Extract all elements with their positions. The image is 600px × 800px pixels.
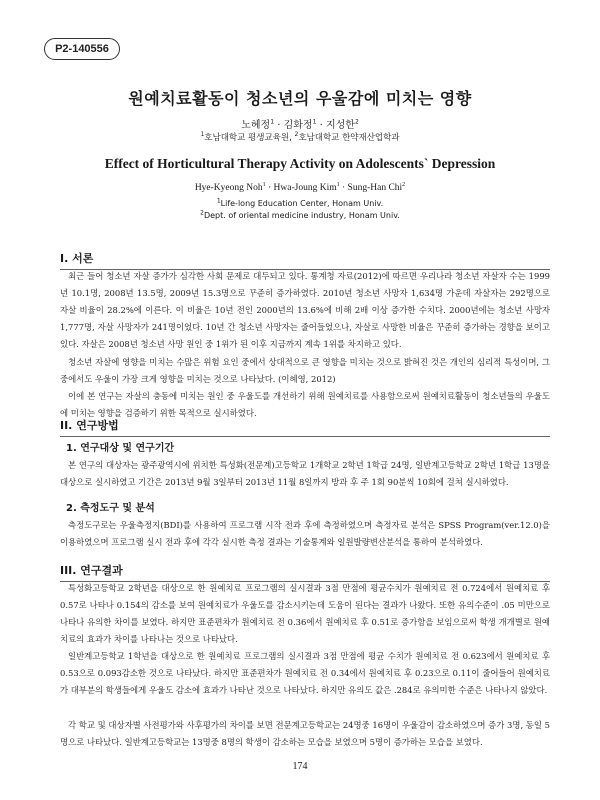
results-paragraph-3: 각 학교 및 대상자별 사전평가와 사후평가의 차이를 보면 전문계고등학교는 24명중 16명이 우울감이 감소하였으며 증가 3명, 동일 5명으로 나타났다. 일반계고등학교는 13명중 8명의 학생이 감소하는 모습을 보였으며 5명이 증가하는 모습을 보였다.: [60, 720, 550, 747]
english-title: Effect of Horticultural Therapy Activity on Adolescents` Depression: [104, 156, 496, 171]
methods-paragraph-1: 본 연구의 대상자는 광주광역시에 위치한 특성화(전문계)고등학교 1개학교 2학년 1학급 24명, 일반계고등학교 2학년 1학급 13명을 대상으로 실시하였고 기간은 2013년 9월 3일부터 2013년 11월 8일까지 방과 후 주 1회 90분씩 10회에 걸쳐 실시하였다.: [60, 460, 550, 487]
korean-affiliations: [0, 131, 600, 143]
author-sep: ·: [316, 120, 326, 131]
author-2-ko-sup: 1: [312, 118, 317, 126]
english-authors: [0, 183, 600, 193]
author-sep: ·: [339, 183, 348, 193]
author-1-en: Hye-Kyeong Noh: [194, 183, 263, 193]
author-3-en-sup: 2: [402, 181, 406, 188]
section-heading-results: III. 연구결과: [60, 562, 550, 582]
aff-en-1-sup: 1: [216, 197, 221, 205]
english-affiliation-2: [0, 211, 600, 220]
methods-paragraph-2: 측정도구로는 우울측정지(BDI)를 사용하여 프로그램 시작 전과 후에 측정하였으며 측정자료 분석은 SPSS Program(ver.12.0)을 이용하였으며 프로그램 실시 전과 후에 각각 실시한 측정 결과는 기술통계와 일원발량변산분석을 통하여 분석하였다.: [60, 520, 550, 547]
aff-ko-2-sup: 2: [294, 131, 299, 139]
aff-en-1: Life-long Education Center, Honam Univ.: [220, 199, 384, 208]
korean-authors: [0, 116, 600, 131]
intro-paragraph-2: 청소년 자살에 영향을 미치는 수많은 위험 요인 중에서 상대적으로 큰 영향을 미치는 것으로 밝혀진 것은 개인의 심리적 특성이며, 그 중에서도 우울이 가장 크게 영향을 미치는 것으로 나타났다. (이혜영, 2012): [60, 357, 550, 384]
author-sep: ·: [265, 183, 274, 193]
section-heading-methods: II. 연구방법: [60, 417, 550, 437]
intro-paragraph-3: 이에 본 연구는 자살의 충동에 미치는 원인 중 우울도를 개선하기 위해 원예치료를 사용함으로써 원예치료활동이 청소년들의 우울도에 미치는 영향을 검증하기 위한 목적으로 실시하였다.: [60, 391, 550, 418]
aff-en-2-sup: 2: [200, 209, 204, 217]
aff-ko-2: 호남대학교 한약재산업학과: [298, 133, 400, 143]
aff-ko-1: 호남대학교 평생교육원,: [204, 133, 295, 143]
author-1-ko: 노혜정: [241, 120, 271, 131]
author-sep: ·: [274, 120, 284, 131]
results-paragraph-1: 특성화고등학교 2학년을 대상으로 한 원예치료 프로그램의 실시결과 3점 만점에 평균수치가 원예치료 전 0.724에서 원예치료 후 0.57로 나타나 0.154의 감소를 보여 원예치료가 우울도를 감소시키는데 도움이 된다는 결과가 나왔다. 또한 유의수준이 .05 미만으로 나타나 유의한 차이를 보였다. 하지만 표준편차가 원예치료 전 0.36에서 원예치료 후 0.51로 증가함을 보임으로써 학생 개개별로 원예치료의 효과가 차이를 나타나는 것으로 나타났다.: [60, 583, 550, 644]
author-3-ko: 지성한: [325, 120, 355, 131]
intro-paragraph-1: 최근 들어 청소년 자살 증가가 심각한 사회 문제로 대두되고 있다. 통계청 자료(2012)에 따르면 우리나라 청소년 자살자 수는 1999년 10.1명, 2008년 13.5명, 2009년 15.3명으로 꾸준히 증가하였다. 2010년 청소년 사망자 1,634명 가운데 자살자는 292명으로 자살 비율이 28.2%에 이른다. 이 비율은 10년 전인 2000년의 13.6%에 비해 2배 이상 증가한 수치다. 2000년에는 청소년 사망자 1,777명, 자살 사망자가 241명이었다. 10년 간 청소년 사망자는 줄어들었으나, 자살로 사망한 비율은 꾸준히 증가하는 경향을 보이고 있다. 자살은 2008년 청소년 사망 원인 중 1위가 된 이후 지금까지 계속 1위를 차지하고 있다.: [60, 271, 550, 349]
subsection-heading-subjects: 1. 연구대상 및 연구기간: [66, 443, 175, 454]
paper-code-tag: P2-140556: [44, 38, 120, 60]
page-number: 174: [292, 761, 308, 772]
author-3-en: Sung-Han Chi: [347, 183, 403, 193]
author-1-ko-sup: 1: [270, 118, 275, 126]
results-paragraph-2: 일반계고등학교 1학년을 대상으로 한 원예치료 프로그램의 실시결과 3점 만점에 평균 수치가 원예치료 전 0.623에서 원예치료 후 0.53으로 0.093감소한 것으로 나타났다. 하지만 표준편차가 원예치료 전 0.34에서 원예치료 후 0.23으로 0.11이 줄어들어 원예치료가 대부분의 학생들에게 우울도 감소에 효과가 나타난 것으로 나타났다. 하지만 유의도 값은 .284로 유의미한 수준은 나타나지 않았다.: [60, 651, 550, 695]
english-affiliation-1: [0, 199, 600, 208]
author-3-ko-sup: 2: [354, 118, 359, 126]
aff-ko-1-sup: 1: [200, 131, 205, 139]
author-2-en: Hwa-Joung Kim: [273, 183, 337, 193]
subsection-heading-measures: 2. 측정도구 및 분석: [66, 503, 155, 514]
section-heading-intro: I. 서론: [60, 250, 550, 270]
author-1-en-sup: 1: [262, 181, 266, 188]
aff-en-2: Dept. of oriental medicine industry, Honam Univ.: [203, 211, 400, 220]
korean-title: 원예치료활동이 청소년의 우울감에 미치는 영향: [128, 89, 472, 108]
author-2-ko: 김화정: [283, 120, 313, 131]
author-2-en-sup: 1: [336, 181, 340, 188]
